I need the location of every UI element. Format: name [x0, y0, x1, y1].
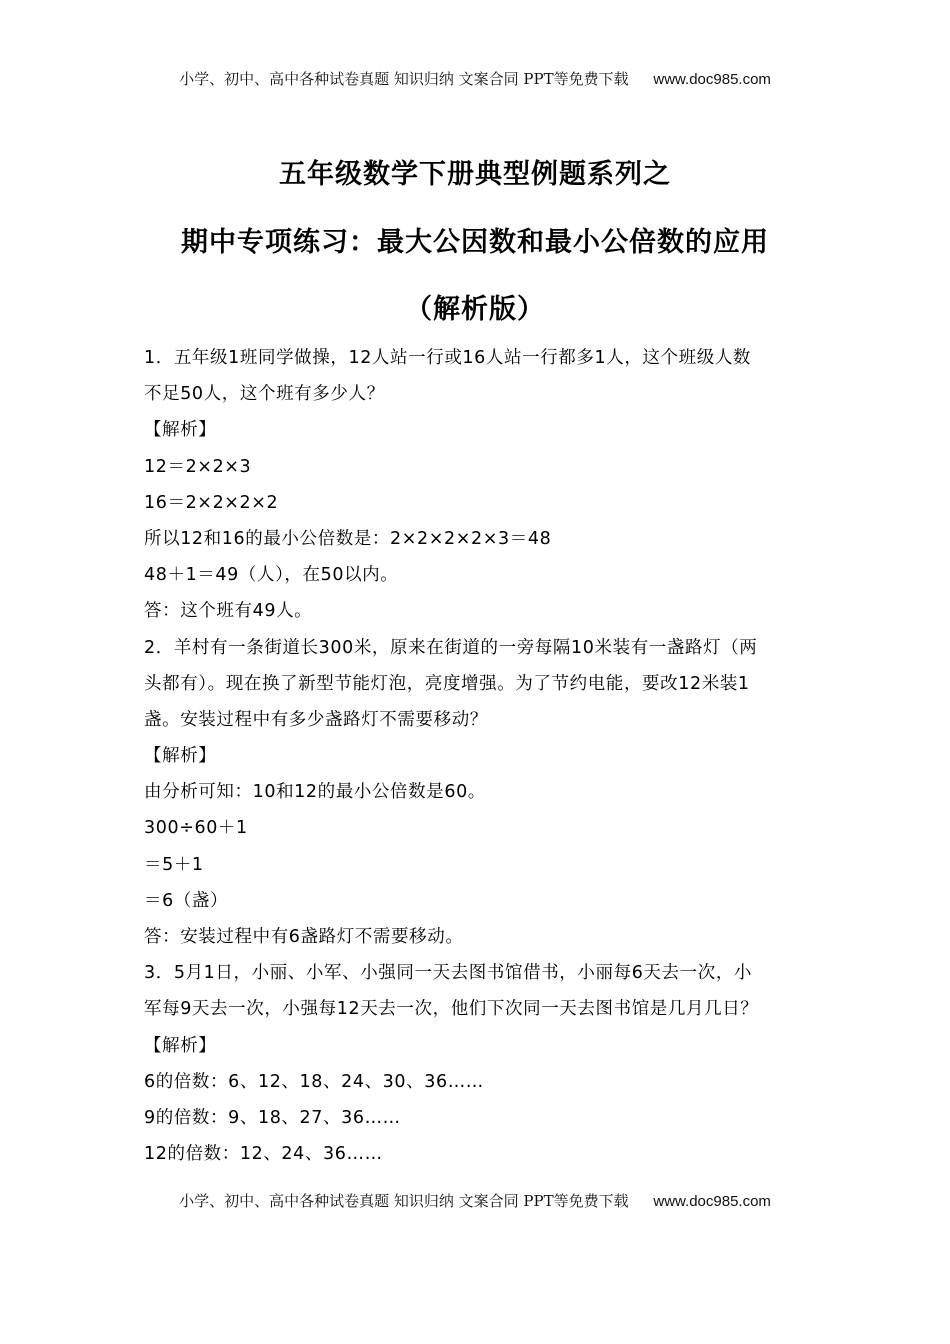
page-title-line-2: 期中专项练习：最大公因数和最小公倍数的应用 — [181, 227, 769, 258]
header-text: 小学、初中、高中各种试卷真题 知识归纳 文案合同 PPT等免费下载 — [179, 70, 629, 88]
q2-text-line-2: 头都有）。现在换了新型节能灯泡，亮度增强。为了节约电能，要改12米装1 — [144, 673, 750, 694]
q3-step-3: 12的倍数：12、24、36…… — [144, 1144, 383, 1165]
q2-step-4: ＝6（盏） — [144, 890, 229, 911]
page-footer — [0, 1190, 950, 1211]
header-site-link[interactable]: www.doc985.com — [653, 71, 771, 88]
q3-text-line-2: 军每9天去一次，小强每12天去一次，他们下次同一天去图书馆是几月几日？ — [144, 999, 759, 1020]
page-title-line-3: （解析版） — [405, 294, 545, 325]
page-title-line-1: 五年级数学下册典型例题系列之 — [279, 159, 671, 190]
footer-text: 小学、初中、高中各种试卷真题 知识归纳 文案合同 PPT等免费下载 — [179, 1192, 629, 1210]
q1-text-line-2: 不足50人，这个班有多少人？ — [144, 384, 385, 405]
q2-step-3: ＝5＋1 — [144, 854, 204, 875]
q2-step-2: 300÷60＋1 — [144, 818, 248, 839]
q3-step-1: 6的倍数：6、12、18、24、30、36…… — [144, 1071, 484, 1092]
q2-step-1: 由分析可知：10和12的最小公倍数是60。 — [144, 782, 486, 803]
q1-step-4: 48＋1＝49（人），在50以内。 — [144, 565, 399, 586]
q2-answer: 答：安装过程中有6盏路灯不需要移动。 — [144, 927, 464, 947]
q2-text-line-1: 2．羊村有一条街道长300米，原来在街道的一旁每隔10米装有一盏路灯（两 — [144, 637, 758, 658]
q1-text-line-1: 1．五年级1班同学做操，12人站一行或16人站一行都多1人，这个班级人数 — [144, 348, 752, 368]
q3-step-2: 9的倍数：9、18、27、36…… — [144, 1107, 401, 1128]
q3-text-line-1: 3．5月1日，小丽、小军、小强同一天去图书馆借书，小丽每6天去一次，小 — [144, 963, 753, 984]
q1-step-2: 16＝2×2×2×2 — [144, 492, 279, 513]
q1-step-3: 所以12和16的最小公倍数是：2×2×2×2×3＝48 — [144, 528, 552, 549]
q1-answer: 答：这个班有49人。 — [144, 601, 313, 622]
q2-analysis-heading: 【解析】 — [144, 746, 217, 767]
document-body — [144, 340, 804, 1172]
q3-analysis-heading: 【解析】 — [144, 1035, 217, 1056]
q2-text-line-3: 盏。安装过程中有多少盏路灯不需要移动？ — [144, 709, 488, 730]
q1-analysis-heading: 【解析】 — [144, 420, 217, 441]
page-header — [0, 68, 950, 89]
q1-step-1: 12＝2×2×3 — [144, 456, 252, 477]
footer-site-link[interactable]: www.doc985.com — [653, 1193, 771, 1210]
